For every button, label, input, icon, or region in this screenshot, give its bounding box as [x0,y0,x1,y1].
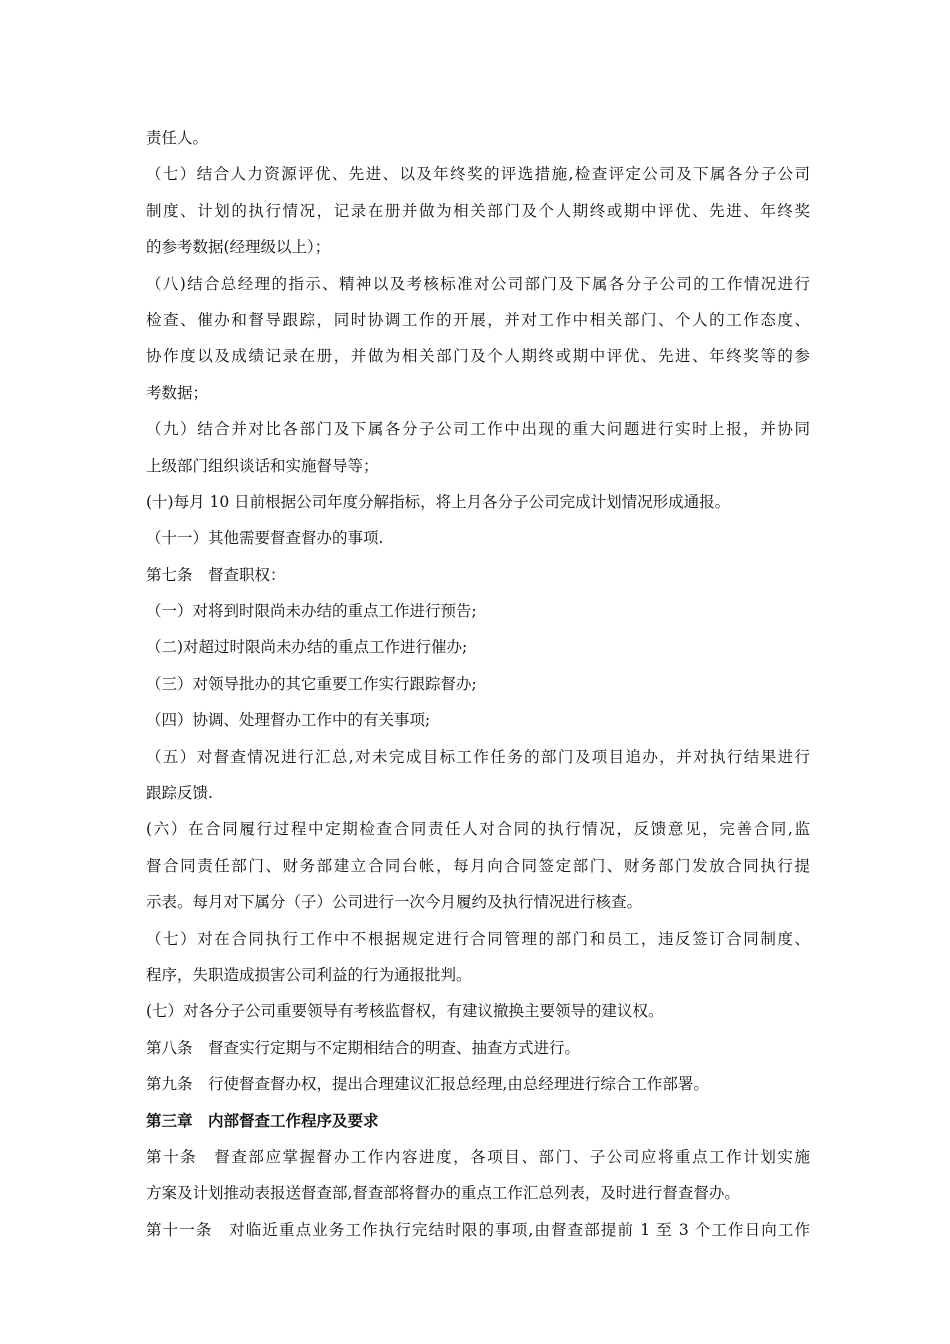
text-line: 考数据； [146,383,209,402]
text-line: （三）对领导批办的其它重要工作实行跟踪督办; [146,674,477,693]
chapter-heading: 第三章 内部督查工作程序及要求 [146,1111,379,1130]
text-line: （八)结合总经理的指示、精神以及考核标准对公司部门及下属各分子公司的工作情况进行 [146,274,810,293]
text-line: 程序，失职造成损害公司利益的行为通报批判。 [146,965,472,984]
document-body [146,120,810,1248]
text-line: （九）结合并对比各部门及下属各分子公司工作中出现的重大问题进行实时上报，并协同 [146,420,810,439]
text-line: 检查、催办和督导跟踪，同时协调工作的开展，并对工作中相关部门、个人的工作态度、 [146,310,810,329]
text-line: （四）协调、处理督办工作中的有关事项; [146,711,431,730]
text-line: (六）在合同履行过程中定期检查合同责任人对合同的执行情况，反馈意见，完善合同,监 [146,820,810,839]
text-line: 协作度以及成绩记录在册，并做为相关部门及个人期终或期中评优、先进、年终奖等的参 [146,347,810,366]
text-line: （一）对将到时限尚未办结的重点工作进行预告; [146,602,477,621]
text-line: （七）结合人力资源评优、先进、以及年终奖的评选措施,检查评定公司及下属各分子公司 [146,165,810,184]
text-line: (七）对各分子公司重要领导有考核监督权，有建议撤换主要领导的建议权。 [146,1002,664,1021]
text-line: 制度、计划的执行情况，记录在册并做为相关部门及个人期终或期中评优、先进、年终奖 [146,201,810,220]
text-line: 上级部门组织谈话和实施督导等； [146,456,379,475]
text-line: 示表。每月对下属分（子）公司进行一次今月履约及执行情况进行核查。 [146,893,643,912]
text-line: （五）对督查情况进行汇总,对未完成目标工作任务的部门及项目追办，并对执行结果进行 [146,747,810,766]
text-line: 跟踪反馈. [146,784,213,803]
text-line: 第七条 督查职权： [146,565,286,584]
text-line: 第九条 行使督查督办权，提出合理建议汇报总经理,由总经理进行综合工作部署。 [146,1075,709,1094]
text-line: （十一）其他需要督查督办的事项. [146,529,384,548]
text-line: 第十条 督查部应掌握督办工作内容进度，各项目、部门、子公司应将重点工作计划实施 [146,1147,810,1166]
text-line: 第十一条 对临近重点业务工作执行完结时限的事项,由督查部提前 1 至 3 个工作日向工作 [146,1220,810,1239]
text-line: （七）对在合同执行工作中不根据规定进行合同管理的部门和员工，违反签订合同制度、 [146,929,810,948]
text-line: (十)每月 10 日前根据公司年度分解指标，将上月各分子公司完成计划情况形成通报。 [146,492,731,511]
text-line: 的参考数据(经理级以上）； [146,238,331,257]
text-line: 第八条 督查实行定期与不定期相结合的明查、抽查方式进行。 [146,1038,581,1057]
text-line: 方案及计划推动表报送督查部,督查部将督办的重点工作汇总列表，及时进行督查督办。 [146,1184,740,1203]
text-line: 督合同责任部门、财务部建立合同台帐，每月向合同签定部门、财务部门发放合同执行提 [146,856,810,875]
text-line: （二)对超过时限尚未办结的重点工作进行催办; [146,638,468,657]
text-line: 责任人。 [146,129,209,147]
